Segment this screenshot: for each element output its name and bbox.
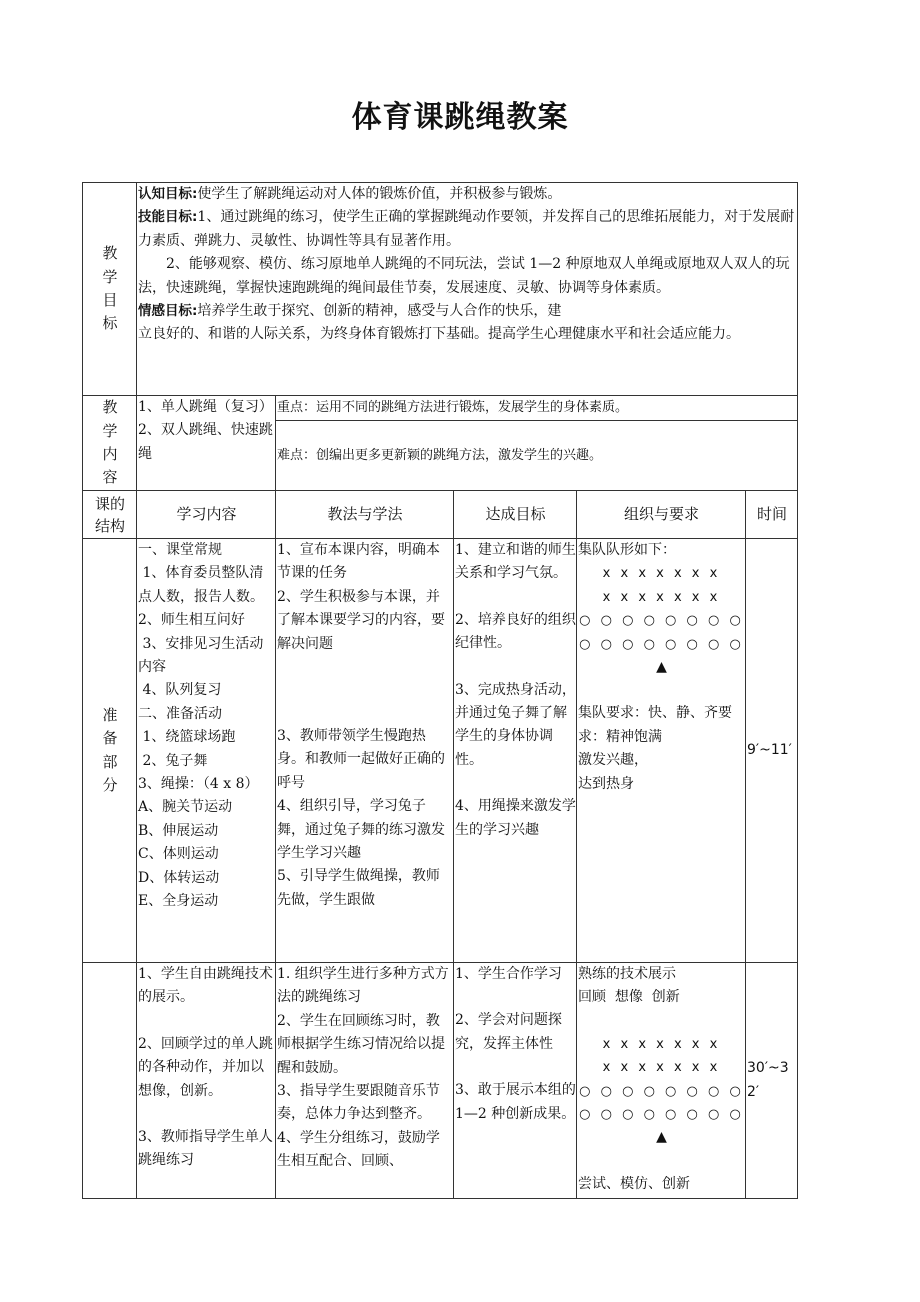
header-learning: 学习内容 [137, 491, 276, 539]
main-target-item [455, 986, 576, 1009]
prep-learning-item: 二、准备活动 [138, 705, 222, 722]
goals-label-char: 标 [102, 314, 118, 333]
main-label [83, 963, 137, 1199]
prep-method-item: 3、教师带领学生慢跑热身。和教师一起做好正确的呼号 [277, 728, 445, 791]
goals-label-char: 目 [102, 291, 118, 309]
skill-goal-label: 技能目标: [138, 209, 198, 226]
spacer [578, 1010, 745, 1033]
prep-learning-item: 1、绕篮球场跑 [138, 729, 236, 746]
cognitive-goal-text: 使学生了解跳绳运动对人体的锻炼价值，并积极参与锻炼。 [197, 186, 562, 202]
prep-method-item: 2、学生积极参与本课，并了解本课要学习的内容，要解决问题 [277, 588, 445, 652]
main-target-item [455, 1056, 576, 1079]
key-point: 重点：运用不同的跳绳方法进行锻炼，发展学生的身体素质。 [276, 396, 798, 421]
header-target: 达成目标 [454, 491, 577, 539]
main-method-item: 4、学生分组练习，鼓励学生相互配合、回顾、 [277, 1129, 440, 1170]
main-learning-item [138, 1010, 275, 1033]
main-org-intro: 回顾 想像 创新 [578, 989, 680, 1006]
prep-method-item: 4、组织引导，学习兔子舞，通过兔子舞的练习激发学生学习兴趣 [277, 798, 445, 862]
prep-target-item: 1、建立和谐的师生关系和学习气氛。 [455, 542, 576, 582]
formation-row: x x x x x x x [602, 589, 721, 605]
prep-method-item [277, 679, 453, 702]
prep-label-char: 分 [102, 775, 118, 794]
formation-intro: 集队队形如下： [578, 542, 676, 558]
prep-target-item: 2、培养良好的组织纪律性。 [455, 611, 576, 652]
prep-learning-item: D、体转运动 [138, 869, 220, 886]
formation-row: x x x x x x x [602, 1036, 721, 1052]
emotion-goal-text-1: 培养学生敢于探究、创新的精神，感受与人合作的快乐，建 [197, 303, 562, 320]
prep-learning-item: C、体则运动 [138, 846, 219, 863]
main-learning-item: 2、回顾学过的单人跳的各种动作，并加以想像，创新。 [138, 1035, 273, 1099]
main-learning-item: 3、教师指导学生单人跳绳练习 [138, 1129, 273, 1169]
spacer [578, 679, 745, 702]
main-org-intro: 熟练的技术展示 [578, 966, 676, 982]
main-target-item: 2、学会对问题探究，发挥主体性 [455, 1012, 562, 1052]
cognitive-goal-label: 认知目标: [138, 186, 198, 202]
content-label-char: 内 [102, 445, 118, 463]
goals-row [83, 183, 798, 396]
prep-target-item: 3、完成热身活动，并通过兔子舞了解学生的身体协调性。 [455, 681, 576, 768]
prep-learning [137, 539, 276, 963]
skill-goal-text-1: 1、通过跳绳的练习，使学生正确的掌握跳绳动作要领，并发挥自己的思维拓展能力，对于发展耐力素质、弹跳力、灵敏性、协调性等具有显著作用。 [138, 209, 795, 249]
prep-learning-item: A、腕关节运动 [138, 799, 233, 816]
formation-requirement: 激发兴趣， [578, 752, 648, 769]
main-target [454, 963, 581, 1199]
prep-method-item [277, 702, 453, 725]
main-method-item: 1. 组织学生进行多种方式方法的跳绳练习 [277, 966, 449, 1006]
formation-row: ○ ○ ○ ○ ○ ○ ○ ○ [579, 613, 744, 629]
prep-target-item [455, 586, 576, 609]
emotion-goal-label: 情感目标: [138, 303, 198, 320]
main-target-item: 3、敢于展示本组的 1—2 种创新成果。 [455, 1082, 581, 1122]
header-method: 教法与学法 [276, 491, 454, 539]
content-label-char: 学 [102, 421, 118, 440]
prep-label-char: 准 [102, 705, 118, 724]
header-organization: 组织与要求 [577, 491, 746, 539]
spacer [578, 1150, 745, 1173]
formation-row: x x x x x x x [602, 566, 721, 582]
prep-target-item [455, 772, 576, 795]
prep-target-item: 4、用绳操来激发学生的学习兴趣 [455, 798, 576, 838]
emotion-goal [138, 300, 795, 323]
prep-learning-item: 1、体育委员整队清点人数，报告人数。 [138, 565, 264, 605]
prep-organization [577, 539, 746, 963]
prep-target [454, 539, 577, 963]
header-time: 时间 [746, 491, 798, 539]
formation-requirement: 集队要求：快、静、齐要求：精神饱满 [578, 705, 732, 745]
main-method-item: 2、学生在回顾练习时，教师根据学生练习情况给以提醒和鼓励。 [277, 1012, 445, 1076]
prep-method [276, 539, 454, 963]
prep-method-item: 5、引导学生做绳操，教师先做，学生跟做 [277, 868, 440, 908]
content-label-char: 容 [102, 468, 118, 487]
formation-row: ○ ○ ○ ○ ○ ○ ○ ○ [579, 1107, 744, 1123]
prep-learning-item: 2、师生相互问好 [138, 612, 245, 629]
formation-requirement: 达到热身 [578, 775, 634, 792]
header-structure: 课的 结构 [83, 491, 137, 539]
prep-row [83, 539, 798, 963]
teacher-position-icon: ▲ [656, 659, 667, 676]
prep-label [83, 539, 137, 963]
header-row [83, 491, 798, 539]
goals-cell [137, 183, 798, 396]
prep-time: 9′~11′ [746, 539, 798, 963]
prep-label-char: 备 [102, 729, 118, 748]
main-org-footer: 尝试、模仿、创新 [578, 1175, 690, 1192]
main-time: 30′~32′ [746, 963, 798, 1199]
prep-method-item: 1、宣布本课内容，明确本节课的任务 [277, 542, 440, 582]
main-organization [577, 963, 746, 1199]
main-target-item: 1、学生合作学习 [455, 966, 562, 982]
prep-learning-item: 3、安排见习生活动内容 [138, 635, 264, 676]
prep-learning-item: 4、队列复习 [138, 682, 222, 699]
goals-label-char: 教 [102, 244, 118, 263]
document-title: 体育课跳绳教案 [351, 100, 569, 135]
main-method [276, 963, 454, 1199]
formation-row: x x x x x x x [602, 1060, 721, 1076]
content-label [83, 396, 137, 491]
prep-learning-item: E、全身运动 [138, 893, 219, 910]
main-method-item: 3、指导学生要跟随音乐节奏，总体力争达到整齐。 [277, 1083, 440, 1123]
main-learning-item [138, 1103, 275, 1126]
main-row [83, 963, 798, 1199]
content-items: 1、单人跳绳（复习） 2、双人跳绳、快速跳绳 [137, 396, 276, 491]
skill-goal-text-2: 2、能够观察、模仿、练习原地单人跳绳的不同玩法，尝试 1—2 种原地双人单绳或原地双人双人的玩法，快速跳绳，掌握快速跑跳绳的绳间最佳节奏，发展速度、灵敏、协调等身体素质。 [138, 256, 790, 296]
formation-row: ○ ○ ○ ○ ○ ○ ○ ○ [579, 1083, 744, 1099]
teacher-position-icon: ▲ [656, 1129, 667, 1146]
prep-label-char: 部 [102, 752, 118, 771]
prep-learning-item: B、伸展运动 [138, 822, 219, 839]
difficulty: 难点：创编出更多更新颖的跳绳方法，激发学生的兴趣。 [276, 421, 798, 491]
content-row [83, 396, 798, 421]
emotion-goal-text-2: 立良好的、和谐的人际关系，为终身体育锻炼打下基础。提高学生心理健康水平和社会适应能力。 [138, 326, 740, 343]
cognitive-goal [138, 183, 795, 206]
main-learning [137, 963, 276, 1199]
prep-method-item [277, 656, 453, 679]
prep-learning-item: 一、课堂常规 [138, 542, 222, 558]
prep-target-item [455, 656, 576, 679]
prep-learning-item: 2、兔子舞 [138, 752, 208, 769]
goals-label-char: 学 [102, 267, 118, 286]
lesson-plan-table [82, 182, 798, 1199]
prep-learning-item: 3、绳操：（4 x 8） [138, 776, 259, 793]
content-label-char: 教 [102, 398, 118, 417]
formation-row: ○ ○ ○ ○ ○ ○ ○ ○ [579, 636, 744, 652]
main-learning-item: 1、学生自由跳绳技术的展示。 [138, 966, 273, 1006]
skill-goal [138, 206, 795, 253]
goals-label [83, 183, 137, 396]
